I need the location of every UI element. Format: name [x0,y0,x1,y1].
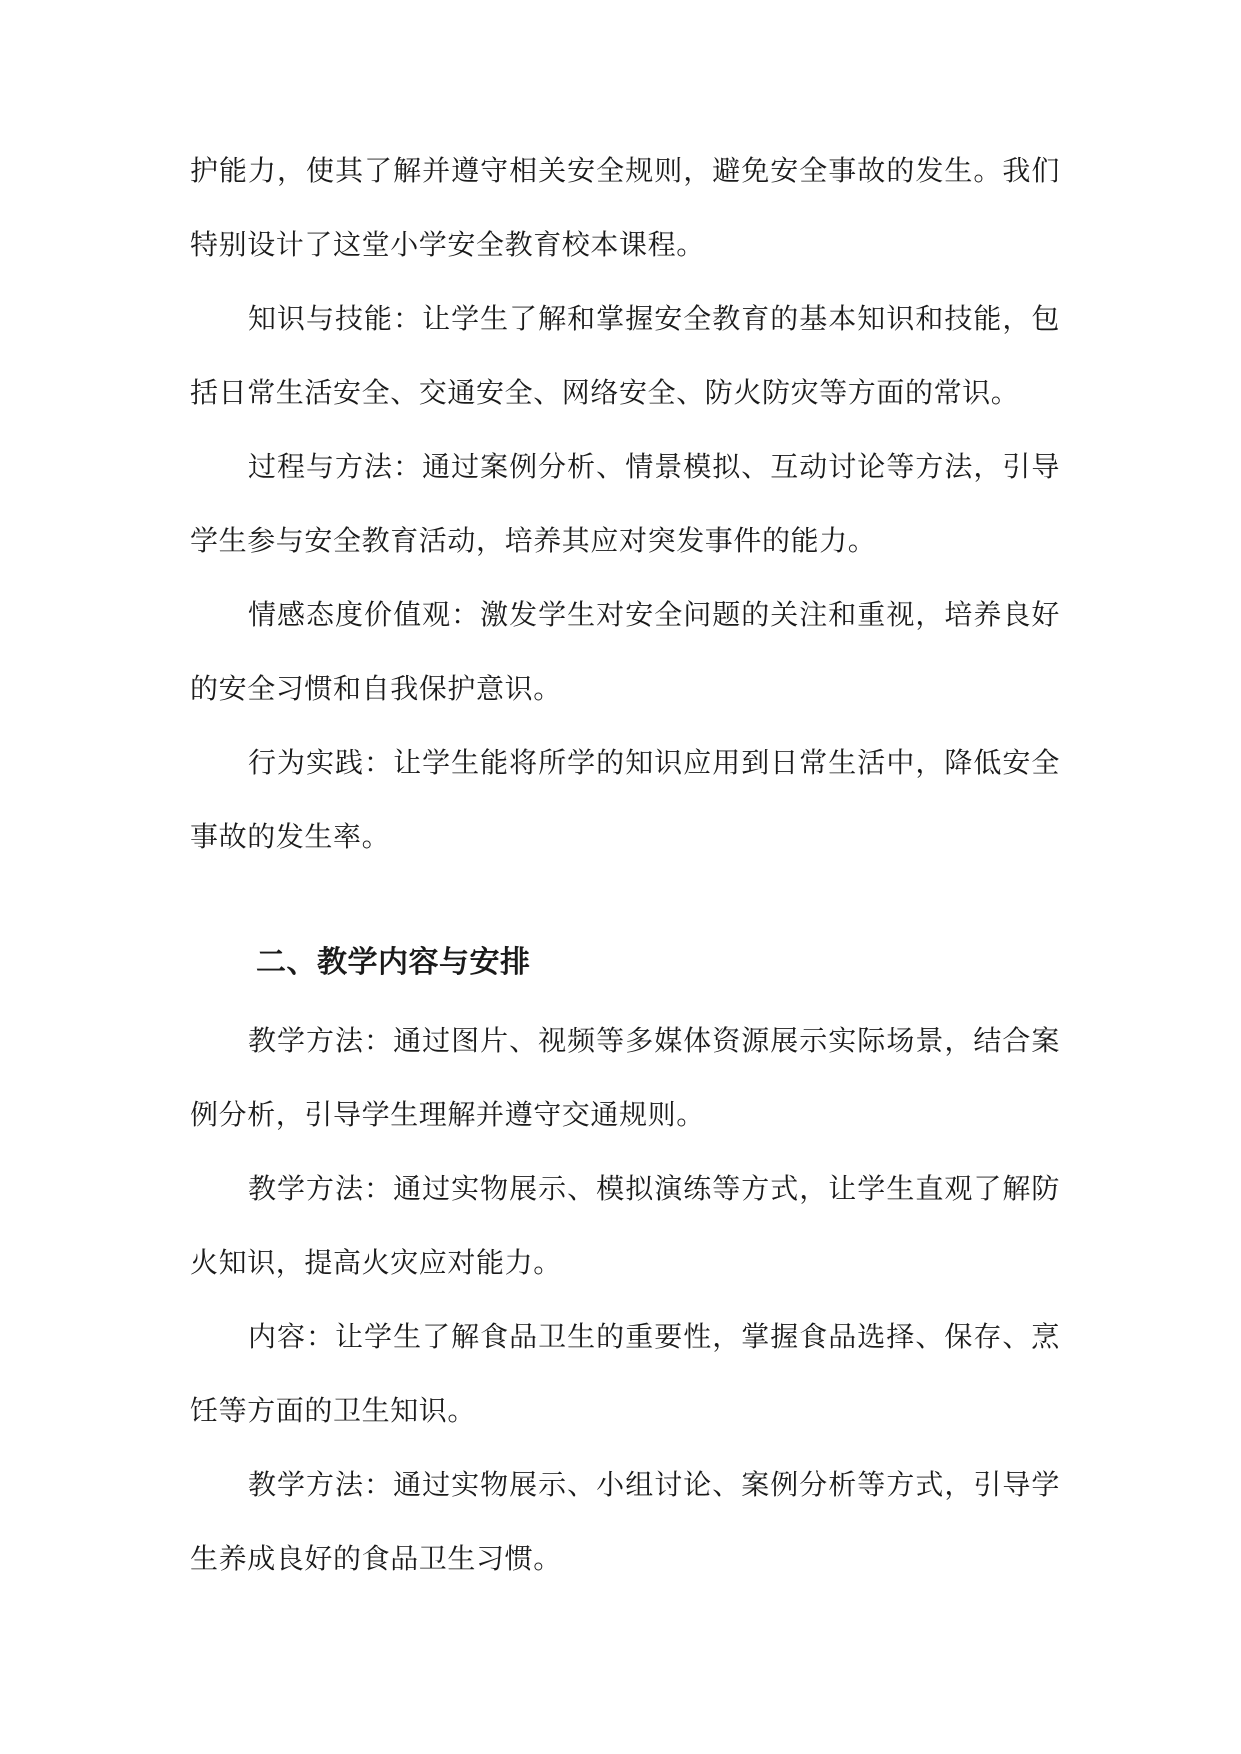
paragraph-fire-method: 教学方法：通过实物展示、模拟演练等方式，让学生直观了解防火知识，提高火灾应对能力。 [190,1172,1060,1279]
document-body [190,134,1060,1596]
paragraph-knowledge-skills: 知识与技能：让学生了解和掌握安全教育的基本知识和技能，包括日常生活安全、交通安全、网络安全、防火防灾等方面的常识。 [190,302,1060,409]
paragraph-behavior-practice: 行为实践：让学生能将所学的知识应用到日常生活中，降低安全事故的发生率。 [190,746,1060,853]
paragraph-emotion-values: 情感态度价值观：激发学生对安全问题的关注和重视，培养良好的安全习惯和自我保护意识。 [190,598,1060,705]
section-heading: 二、教学内容与安排 [256,945,531,980]
paragraph-food-content: 内容：让学生了解食品卫生的重要性，掌握食品选择、保存、烹饪等方面的卫生知识。 [190,1320,1060,1427]
paragraph-food-method: 教学方法：通过实物展示、小组讨论、案例分析等方式，引导学生养成良好的食品卫生习惯。 [190,1468,1060,1575]
paragraph-process-methods: 过程与方法：通过案例分析、情景模拟、互动讨论等方法，引导学生参与安全教育活动，培养其应对突发事件的能力。 [190,450,1060,557]
paragraph-traffic-method: 教学方法：通过图片、视频等多媒体资源展示实际场景，结合案例分析，引导学生理解并遵守交通规则。 [190,1024,1060,1131]
paragraph-continuation: 护能力，使其了解并遵守相关安全规则，避免安全事故的发生。我们特别设计了这堂小学安全教育校本课程。 [190,154,1060,261]
